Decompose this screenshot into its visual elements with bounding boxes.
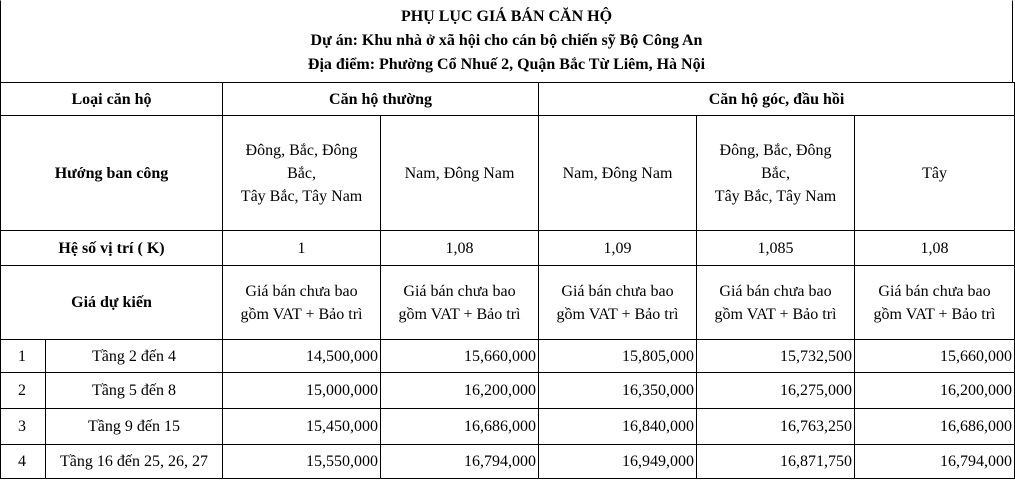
table-row: [1, 409, 1015, 445]
position-coefficient-row: [1, 231, 1015, 266]
expected-price-label: Giá dự kiến: [1, 266, 223, 340]
price-cell: 15,660,000: [381, 340, 539, 373]
price-note: gồm VAT + Bảo trì: [714, 305, 837, 323]
project-name: Dự án: Khu nhà ở xã hội cho cán bộ chiến sỹ Bộ Công An: [310, 32, 703, 49]
price-cell: 15,805,000: [539, 340, 697, 373]
header-apartment-type: Loại căn hộ: [1, 83, 223, 116]
price-note-cell: [223, 266, 381, 340]
price-cell: 16,794,000: [381, 445, 539, 479]
price-note-cell: [697, 266, 855, 340]
direction-cell-4: [697, 116, 855, 231]
price-cell: 16,949,000: [539, 445, 697, 479]
price-cell: 16,686,000: [381, 409, 539, 445]
row-index: 1: [1, 340, 46, 373]
coefficient-value: 1,08: [855, 231, 1015, 266]
header-balcony-direction: Hướng ban công: [1, 116, 223, 231]
price-note-cell: [381, 266, 539, 340]
price-note-cell: [539, 266, 697, 340]
header-regular-apartment: Căn hộ thường: [223, 83, 539, 116]
price-cell: 15,000,000: [223, 373, 381, 409]
price-cell: 16,200,000: [855, 373, 1015, 409]
price-note: gồm VAT + Bảo trì: [556, 305, 679, 323]
direction-text: Đông, Bắc, Đông: [719, 141, 832, 159]
expected-price-row: [1, 266, 1015, 340]
header-row-direction: [1, 116, 1015, 231]
coefficient-value: 1,08: [381, 231, 539, 266]
price-cell: 16,686,000: [855, 409, 1015, 445]
price-cell: 15,732,500: [697, 340, 855, 373]
price-cell: 16,840,000: [539, 409, 697, 445]
price-cell: 16,275,000: [697, 373, 855, 409]
project-location: Địa điểm: Phường Cổ Nhuế 2, Quận Bắc Từ Liêm, Hà Nội: [307, 56, 706, 73]
price-note: Giá bán chưa bao: [403, 282, 516, 300]
floor-range: Tầng 9 đến 15: [46, 409, 223, 445]
price-note: gồm VAT + Bảo trì: [240, 305, 363, 323]
direction-text: Tây Bắc, Tây Nam: [714, 187, 837, 205]
header-row-type: [1, 83, 1015, 116]
price-cell: 15,660,000: [855, 340, 1015, 373]
coefficient-value: 1,085: [697, 231, 855, 266]
price-note: Giá bán chưa bao: [245, 282, 358, 300]
direction-cell-3: [539, 116, 697, 231]
table-row: [1, 340, 1015, 373]
header-corner-apartment: Căn hộ góc, đầu hồi: [539, 83, 1015, 116]
price-note: Giá bán chưa bao: [561, 282, 674, 300]
price-cell: 16,200,000: [381, 373, 539, 409]
price-cell: 16,350,000: [539, 373, 697, 409]
price-cell: 15,450,000: [223, 409, 381, 445]
direction-text: Tây Bắc, Tây Nam: [240, 187, 363, 205]
row-index: 4: [1, 445, 46, 479]
price-table: [0, 82, 1015, 479]
direction-text: Tây: [922, 164, 947, 182]
price-note: Giá bán chưa bao: [878, 282, 991, 300]
price-note: gồm VAT + Bảo trì: [398, 305, 521, 323]
floor-range: Tầng 16 đến 25, 26, 27: [46, 445, 223, 479]
price-cell: 16,871,750: [697, 445, 855, 479]
direction-text: Bắc,: [287, 164, 316, 182]
direction-cell-2: [381, 116, 539, 231]
direction-cell-5: [855, 116, 1015, 231]
price-cell: 15,550,000: [223, 445, 381, 479]
price-note-cell: [855, 266, 1015, 340]
floor-range: Tầng 5 đến 8: [46, 373, 223, 409]
price-cell: 16,763,250: [697, 409, 855, 445]
coefficient-value: 1: [223, 231, 381, 266]
direction-text: Nam, Đông Nam: [562, 164, 673, 182]
direction-cell-1: [223, 116, 381, 231]
price-cell: 16,794,000: [855, 445, 1015, 479]
direction-text: Đông, Bắc, Đông: [245, 141, 358, 159]
floor-range: Tầng 2 đến 4: [46, 340, 223, 373]
price-cell: 14,500,000: [223, 340, 381, 373]
title-block: [0, 0, 1013, 82]
position-coefficient-label: Hệ số vị trí ( K): [1, 231, 223, 266]
row-index: 2: [1, 373, 46, 409]
price-note: Giá bán chưa bao: [719, 282, 832, 300]
direction-text: Bắc,: [761, 164, 790, 182]
row-index: 3: [1, 409, 46, 445]
table-row: [1, 445, 1015, 479]
direction-text: Nam, Đông Nam: [404, 164, 515, 182]
document-title: PHỤ LỤC GIÁ BÁN CĂN HỘ: [400, 8, 613, 25]
table-row: [1, 373, 1015, 409]
price-note: gồm VAT + Bảo trì: [873, 305, 996, 323]
coefficient-value: 1,09: [539, 231, 697, 266]
